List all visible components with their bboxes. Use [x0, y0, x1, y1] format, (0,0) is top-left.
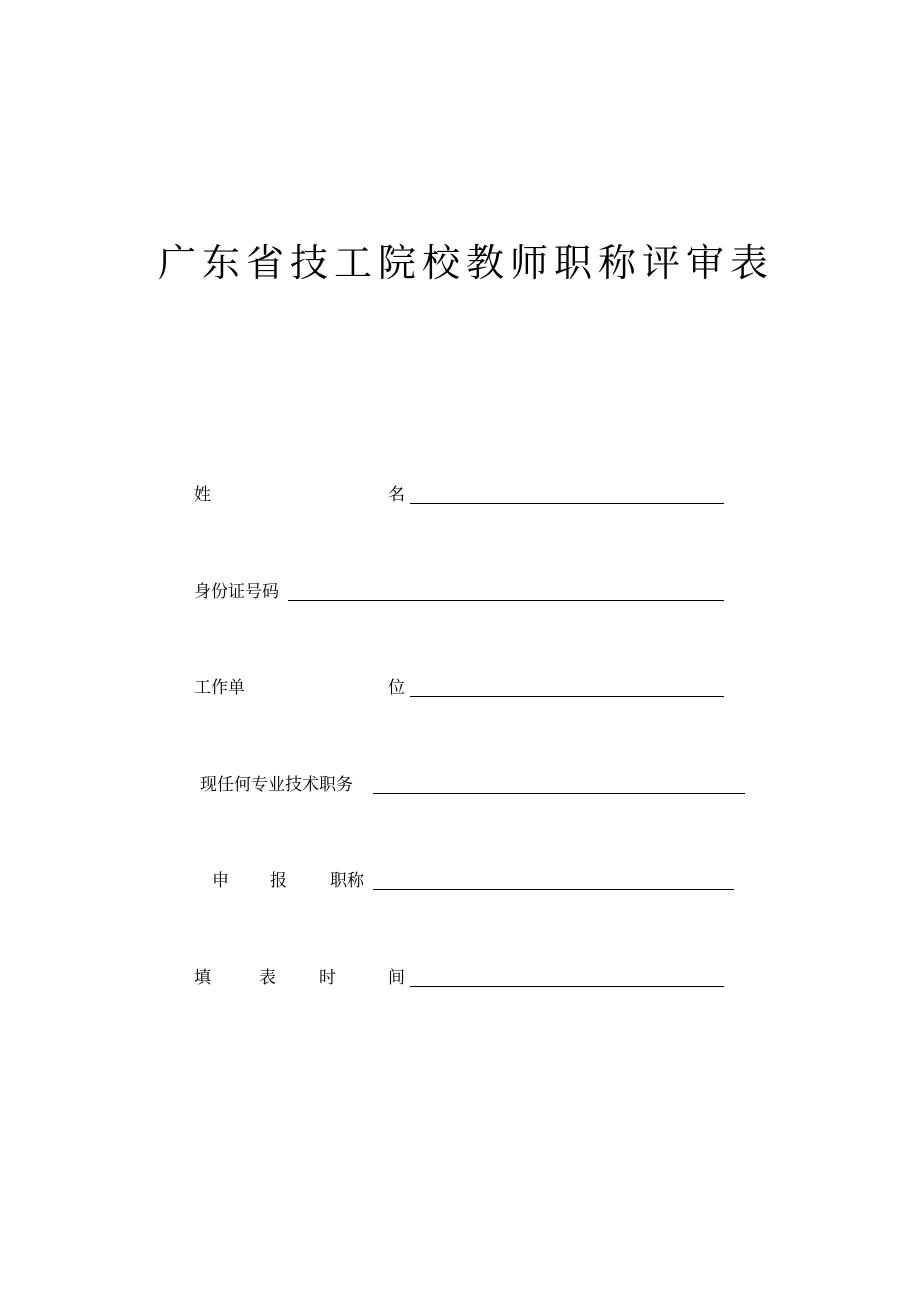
current-position-label: 现任何专业技术职务: [200, 775, 353, 795]
work-unit-label-end: 位: [388, 678, 405, 698]
applied-title-input-line[interactable]: [373, 889, 734, 890]
name-label-char-2: 名: [388, 485, 405, 505]
id-number-input-line[interactable]: [288, 600, 724, 601]
name-field: [0, 480, 920, 510]
applied-title-char-3: 职称: [330, 871, 364, 891]
fill-date-input-line[interactable]: [410, 986, 724, 987]
id-number-field: [0, 577, 920, 607]
name-label-char-1: 姓: [194, 485, 211, 505]
page-title: 广东省技工院校教师职称评审表: [157, 241, 774, 285]
applied-title-char-1: 申: [212, 871, 229, 891]
work-unit-field: [0, 673, 920, 703]
applied-title-field: [0, 866, 920, 896]
fill-date-char-1: 填: [194, 968, 211, 988]
work-unit-input-line[interactable]: [410, 696, 724, 697]
applied-title-char-2: 报: [270, 871, 287, 891]
fill-date-char-4: 间: [388, 968, 405, 988]
current-position-input-line[interactable]: [373, 793, 745, 794]
work-unit-label: 工作单: [194, 678, 245, 698]
fill-date-char-2: 表: [259, 968, 276, 988]
fill-date-char-3: 时: [319, 968, 336, 988]
fill-date-field: [0, 963, 920, 993]
name-input-line[interactable]: [410, 503, 724, 504]
id-number-label: 身份证号码: [194, 582, 279, 602]
current-position-field: [0, 770, 920, 800]
